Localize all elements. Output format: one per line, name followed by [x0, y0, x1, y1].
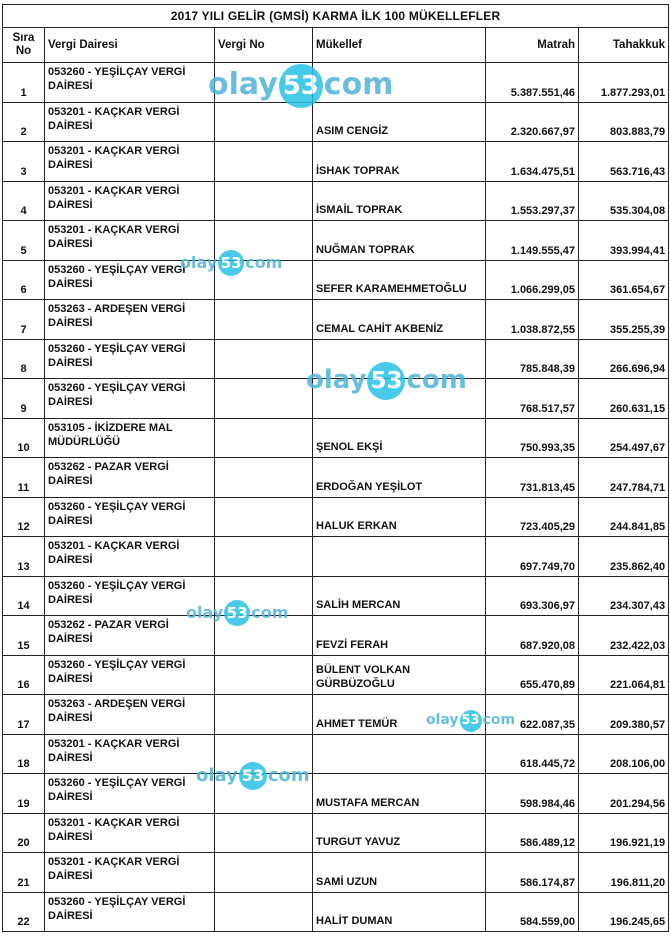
row-vergi-no	[215, 142, 313, 182]
row-mukellef: HALİT DUMAN	[313, 892, 486, 932]
watermark-suffix: com	[406, 365, 467, 395]
row-vergi-no	[215, 537, 313, 577]
row-mukellef	[313, 339, 486, 379]
row-tahakkuk: 260.631,15	[579, 379, 669, 419]
row-vergi-dairesi: 053201 - KAÇKAR VERGİ DAİRESİ	[45, 734, 215, 774]
row-mukellef: TURGUT YAVUZ	[313, 813, 486, 853]
row-tahakkuk: 563.716,43	[579, 142, 669, 182]
row-vergi-no	[215, 497, 313, 537]
row-matrah: 768.517,57	[486, 379, 579, 419]
watermark-badge: 53	[239, 762, 267, 790]
row-sira-no: 6	[3, 260, 45, 300]
tax-table-sheet	[2, 4, 668, 932]
header-no: No	[15, 45, 32, 57]
row-vergi-no	[215, 458, 313, 498]
row-sira-no: 19	[3, 774, 45, 814]
row-tahakkuk: 234.307,43	[579, 576, 669, 616]
row-tahakkuk: 361.654,67	[579, 260, 669, 300]
row-tahakkuk: 247.784,71	[579, 458, 669, 498]
table-row	[3, 537, 669, 577]
row-vergi-no	[215, 102, 313, 142]
row-vergi-no	[215, 655, 313, 695]
watermark-prefix: olay	[306, 365, 367, 395]
row-tahakkuk: 196.811,20	[579, 853, 669, 893]
row-vergi-no	[215, 418, 313, 458]
table-row	[3, 142, 669, 182]
row-vergi-dairesi: 053260 - YEŞİLÇAY VERGİ DAİRESİ	[45, 892, 215, 932]
watermark-suffix: com	[323, 67, 394, 102]
row-vergi-no	[215, 576, 313, 616]
row-mukellef	[313, 734, 486, 774]
row-vergi-dairesi: 053260 - YEŞİLÇAY VERGİ DAİRESİ	[45, 497, 215, 537]
row-vergi-no	[215, 339, 313, 379]
row-tahakkuk: 196.921,19	[579, 813, 669, 853]
row-mukellef: HALUK ERKAN	[313, 497, 486, 537]
row-vergi-no	[215, 616, 313, 656]
row-sira-no: 8	[3, 339, 45, 379]
row-matrah: 693.306,97	[486, 576, 579, 616]
table-title: 2017 YILI GELİR (GMSİ) KARMA İLK 100 MÜKELLEFLER	[3, 5, 669, 28]
row-mukellef: ERDOĞAN YEŞİLOT	[313, 458, 486, 498]
header-vergi-no: Vergi No	[215, 28, 313, 63]
row-tahakkuk: 535.304,08	[579, 181, 669, 221]
table-row	[3, 418, 669, 458]
row-matrah: 586.174,87	[486, 853, 579, 893]
row-tahakkuk: 244.841,85	[579, 497, 669, 537]
row-sira-no: 17	[3, 695, 45, 735]
row-vergi-dairesi: 053201 - KAÇKAR VERGİ DAİRESİ	[45, 102, 215, 142]
watermark-prefix: olay	[426, 712, 459, 728]
row-matrah: 750.993,35	[486, 418, 579, 458]
watermark-suffix: com	[245, 253, 283, 272]
row-vergi-dairesi: 053260 - YEŞİLÇAY VERGİ DAİRESİ	[45, 576, 215, 616]
row-vergi-dairesi: 053201 - KAÇKAR VERGİ DAİRESİ	[45, 181, 215, 221]
row-matrah: 785.848,39	[486, 339, 579, 379]
watermark-prefix: olay	[186, 603, 224, 622]
row-mukellef: MUSTAFA MERCAN	[313, 774, 486, 814]
row-matrah: 1.553.297,37	[486, 181, 579, 221]
row-tahakkuk: 208.106,00	[579, 734, 669, 774]
row-sira-no: 3	[3, 142, 45, 182]
row-sira-no: 21	[3, 853, 45, 893]
watermark-badge: 53	[367, 362, 405, 400]
row-vergi-dairesi: 053260 - YEŞİLÇAY VERGİ DAİRESİ	[45, 774, 215, 814]
row-matrah: 731.813,45	[486, 458, 579, 498]
row-vergi-no	[215, 734, 313, 774]
row-vergi-dairesi: 053201 - KAÇKAR VERGİ DAİRESİ	[45, 853, 215, 893]
header-tahakkuk: Tahakkuk	[579, 28, 669, 63]
row-vergi-no	[215, 221, 313, 261]
row-mukellef: BÜLENT VOLKAN GÜRBÜZOĞLU	[313, 655, 486, 695]
table-row	[3, 63, 669, 103]
row-matrah: 723.405,29	[486, 497, 579, 537]
row-vergi-no	[215, 181, 313, 221]
row-matrah: 622.087,35	[486, 695, 579, 735]
watermark-suffix: com	[482, 712, 516, 728]
row-tahakkuk: 393.994,41	[579, 221, 669, 261]
row-mukellef: NUĞMAN TOPRAK	[313, 221, 486, 261]
table-row	[3, 774, 669, 814]
watermark-prefix: olay	[208, 67, 278, 102]
table-row	[3, 300, 669, 340]
table-row	[3, 616, 669, 656]
row-tahakkuk: 266.696,94	[579, 339, 669, 379]
row-sira-no: 22	[3, 892, 45, 932]
row-vergi-dairesi: 053260 - YEŞİLÇAY VERGİ DAİRESİ	[45, 339, 215, 379]
row-vergi-dairesi: 053263 - ARDEŞEN VERGİ DAİRESİ	[45, 695, 215, 735]
header-matrah: Matrah	[486, 28, 579, 63]
row-mukellef: FEVZİ FERAH	[313, 616, 486, 656]
row-vergi-no	[215, 813, 313, 853]
row-tahakkuk: 355.255,39	[579, 300, 669, 340]
row-matrah: 586.489,12	[486, 813, 579, 853]
row-sira-no: 2	[3, 102, 45, 142]
row-vergi-no	[215, 260, 313, 300]
row-vergi-no	[215, 63, 313, 103]
watermark-suffix: com	[267, 765, 310, 786]
row-mukellef: İSHAK TOPRAK	[313, 142, 486, 182]
table-row	[3, 576, 669, 616]
row-vergi-dairesi: 053105 - İKİZDERE MAL MÜDÜRLÜĞÜ	[45, 418, 215, 458]
row-mukellef: SALİH MERCAN	[313, 576, 486, 616]
row-sira-no: 14	[3, 576, 45, 616]
row-tahakkuk: 201.294,56	[579, 774, 669, 814]
header-sira: Sıra	[12, 32, 35, 44]
row-vergi-dairesi: 053262 - PAZAR VERGİ DAİRESİ	[45, 458, 215, 498]
watermark-badge: 53	[224, 600, 250, 626]
row-tahakkuk: 254.497,67	[579, 418, 669, 458]
row-mukellef: CEMAL CAHİT AKBENİZ	[313, 300, 486, 340]
table-row	[3, 813, 669, 853]
table-row	[3, 497, 669, 537]
row-mukellef: ASIM CENGİZ	[313, 102, 486, 142]
row-mukellef: SAMİ UZUN	[313, 853, 486, 893]
row-matrah: 618.445,72	[486, 734, 579, 774]
row-mukellef: ŞENOL EKŞİ	[313, 418, 486, 458]
row-vergi-dairesi: 053263 - ARDEŞEN VERGİ DAİRESİ	[45, 300, 215, 340]
row-vergi-dairesi: 053260 - YEŞİLÇAY VERGİ DAİRESİ	[45, 260, 215, 300]
table-row	[3, 379, 669, 419]
row-sira-no: 9	[3, 379, 45, 419]
row-matrah: 687.920,08	[486, 616, 579, 656]
row-sira-no: 20	[3, 813, 45, 853]
row-vergi-dairesi: 053260 - YEŞİLÇAY VERGİ DAİRESİ	[45, 655, 215, 695]
row-matrah: 5.387.551,46	[486, 63, 579, 103]
table-row	[3, 695, 669, 735]
row-sira-no: 5	[3, 221, 45, 261]
row-sira-no: 18	[3, 734, 45, 774]
row-tahakkuk: 235.862,40	[579, 537, 669, 577]
row-sira-no: 7	[3, 300, 45, 340]
row-vergi-dairesi: 053201 - KAÇKAR VERGİ DAİRESİ	[45, 221, 215, 261]
watermark-prefix: olay	[196, 765, 238, 786]
row-vergi-no	[215, 379, 313, 419]
row-matrah: 1.634.475,51	[486, 142, 579, 182]
row-vergi-dairesi: 053260 - YEŞİLÇAY VERGİ DAİRESİ	[45, 379, 215, 419]
row-vergi-no	[215, 892, 313, 932]
header-mukellef: Mükellef	[313, 28, 486, 63]
row-sira-no: 15	[3, 616, 45, 656]
row-vergi-no	[215, 300, 313, 340]
row-vergi-no	[215, 774, 313, 814]
row-tahakkuk: 196.245,65	[579, 892, 669, 932]
header-sira-no	[3, 28, 45, 63]
row-matrah: 655.470,89	[486, 655, 579, 695]
table-row	[3, 655, 669, 695]
row-vergi-dairesi: 053260 - YEŞİLÇAY VERGİ DAİRESİ	[45, 63, 215, 103]
table-row	[3, 221, 669, 261]
row-mukellef: AHMET TEMÜR	[313, 695, 486, 735]
row-sira-no: 10	[3, 418, 45, 458]
table-row	[3, 181, 669, 221]
watermark-prefix: olay	[180, 253, 218, 272]
row-tahakkuk: 232.422,03	[579, 616, 669, 656]
row-matrah: 1.149.555,47	[486, 221, 579, 261]
row-sira-no: 1	[3, 63, 45, 103]
row-matrah: 1.066.299,05	[486, 260, 579, 300]
row-vergi-dairesi: 053201 - KAÇKAR VERGİ DAİRESİ	[45, 142, 215, 182]
row-mukellef	[313, 537, 486, 577]
table-row	[3, 892, 669, 932]
row-mukellef: İSMAİL TOPRAK	[313, 181, 486, 221]
row-tahakkuk: 803.883,79	[579, 102, 669, 142]
table-row	[3, 339, 669, 379]
row-mukellef	[313, 379, 486, 419]
row-tahakkuk: 1.877.293,01	[579, 63, 669, 103]
row-tahakkuk: 221.064,81	[579, 655, 669, 695]
watermark-badge: 53	[279, 64, 323, 108]
table-row	[3, 260, 669, 300]
row-mukellef	[313, 63, 486, 103]
header-vergi-dairesi: Vergi Dairesi	[45, 28, 215, 63]
row-mukellef: SEFER KARAMEHMETOĞLU	[313, 260, 486, 300]
row-matrah: 598.984,46	[486, 774, 579, 814]
watermark-suffix: com	[251, 603, 289, 622]
row-sira-no: 13	[3, 537, 45, 577]
row-vergi-no	[215, 695, 313, 735]
row-sira-no: 16	[3, 655, 45, 695]
row-vergi-dairesi: 053262 - PAZAR VERGİ DAİRESİ	[45, 616, 215, 656]
row-matrah: 584.559,00	[486, 892, 579, 932]
watermark-badge: 53	[460, 710, 482, 732]
row-tahakkuk: 209.380,57	[579, 695, 669, 735]
row-vergi-dairesi: 053201 - KAÇKAR VERGİ DAİRESİ	[45, 813, 215, 853]
table-row	[3, 853, 669, 893]
row-sira-no: 12	[3, 497, 45, 537]
row-matrah: 1.038.872,55	[486, 300, 579, 340]
row-sira-no: 4	[3, 181, 45, 221]
row-matrah: 2.320.667,97	[486, 102, 579, 142]
row-vergi-no	[215, 853, 313, 893]
watermark-badge: 53	[218, 250, 244, 276]
row-vergi-dairesi: 053201 - KAÇKAR VERGİ DAİRESİ	[45, 537, 215, 577]
table-row	[3, 458, 669, 498]
row-sira-no: 11	[3, 458, 45, 498]
table-row	[3, 734, 669, 774]
table-row	[3, 102, 669, 142]
taxpayer-table	[2, 4, 669, 932]
row-matrah: 697.749,70	[486, 537, 579, 577]
